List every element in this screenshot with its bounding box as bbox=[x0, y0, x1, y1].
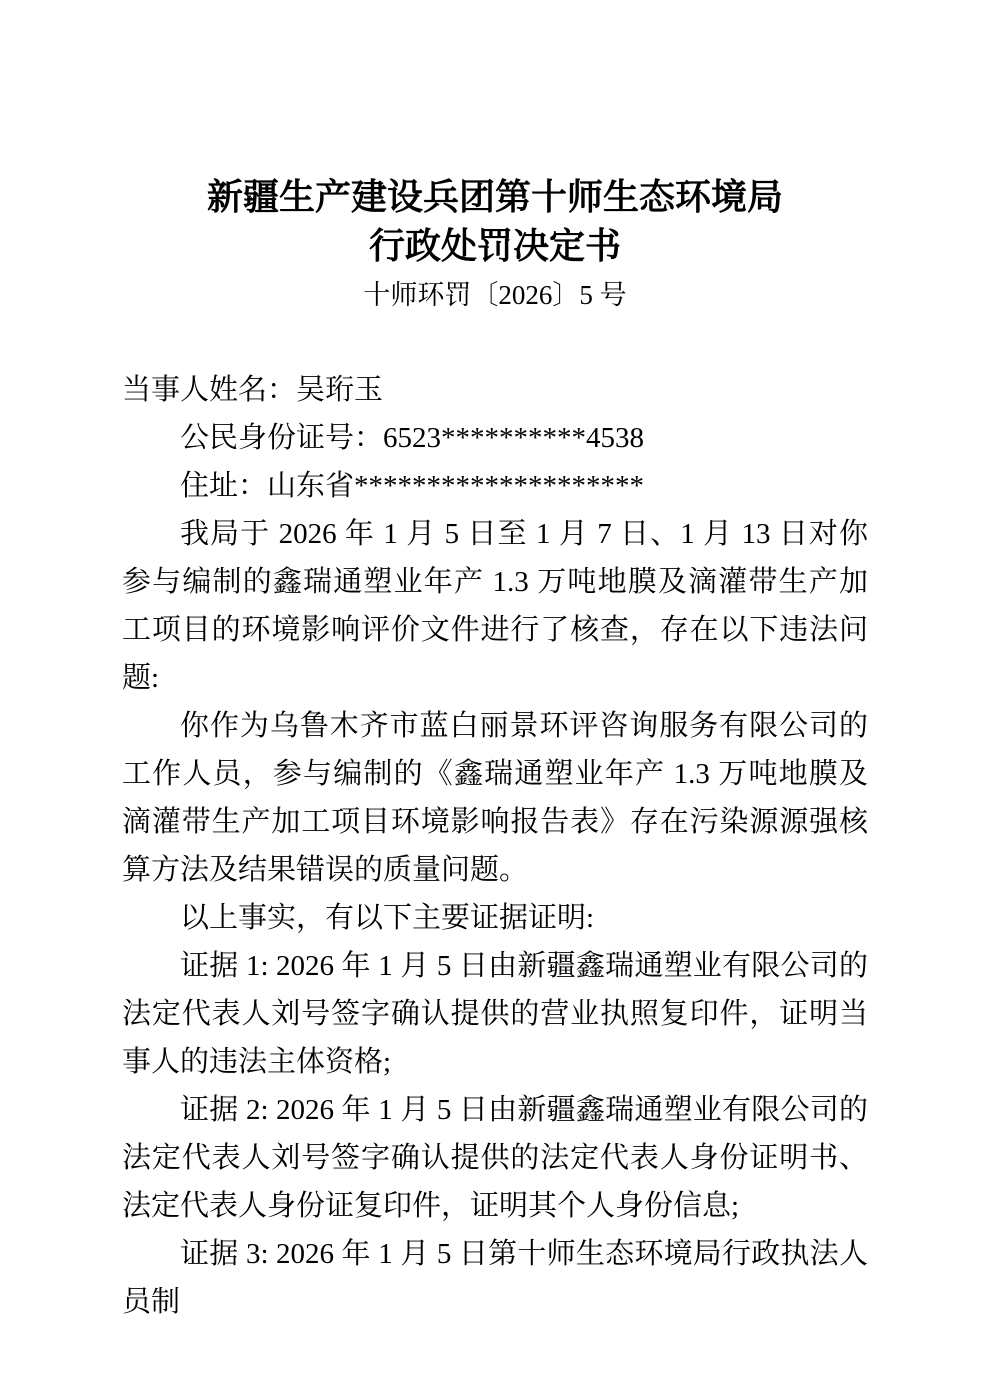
evidence-1-paragraph: 证据 1: 2026 年 1 月 5 日由新疆鑫瑞通塑业有限公司的法定代表人刘号签字确认提供的营业执照复印件，证明当事人的违法主体资格; bbox=[122, 950, 868, 1078]
document-title-line2: 行政处罚决定书 bbox=[368, 225, 621, 266]
evidence-2-paragraph: 证据 2: 2026 年 1 月 5 日由新疆鑫瑞通塑业有限公司的法定代表人刘号签字确认提供的法定代表人身份证明书、法定代表人身份证复印件，证明其个人身份信息; bbox=[122, 1094, 868, 1222]
violation-description-paragraph: 你作为乌鲁木齐市蓝白丽景环评咨询服务有限公司的工作人员，参与编制的《鑫瑞通塑业年产 1.3 万吨地膜及滴灌带生产加工项目环境影响报告表》存在污染源源强核算方法及结果错误的质量问题。 bbox=[122, 710, 868, 886]
evidence-intro-line: 以上事实，有以下主要证据证明: bbox=[180, 902, 595, 934]
document-body bbox=[122, 320, 868, 1326]
party-name-line: 当事人姓名：吴珩玉 bbox=[122, 374, 384, 406]
inspection-findings-paragraph: 我局于 2026 年 1 月 5 日至 1 月 7 日、1 月 13 日对你参与编制的鑫瑞通塑业年产 1.3 万吨地膜及滴灌带生产加工项目的环境影响评价文件进行了核查，存在以下违法问题: bbox=[122, 518, 868, 694]
evidence-3-paragraph: 证据 3: 2026 年 1 月 5 日第十师生态环境局行政执法人员制 bbox=[122, 1238, 868, 1318]
id-number-line: 公民身份证号：6523**********4538 bbox=[180, 422, 645, 454]
document-title-line1: 新疆生产建设兵团第十师生态环境局 bbox=[206, 176, 783, 217]
document-title bbox=[0, 0, 990, 270]
document-number: 十师环罚〔2026〕5 号 bbox=[363, 280, 627, 310]
address-line: 住址：山东省******************** bbox=[180, 470, 645, 502]
